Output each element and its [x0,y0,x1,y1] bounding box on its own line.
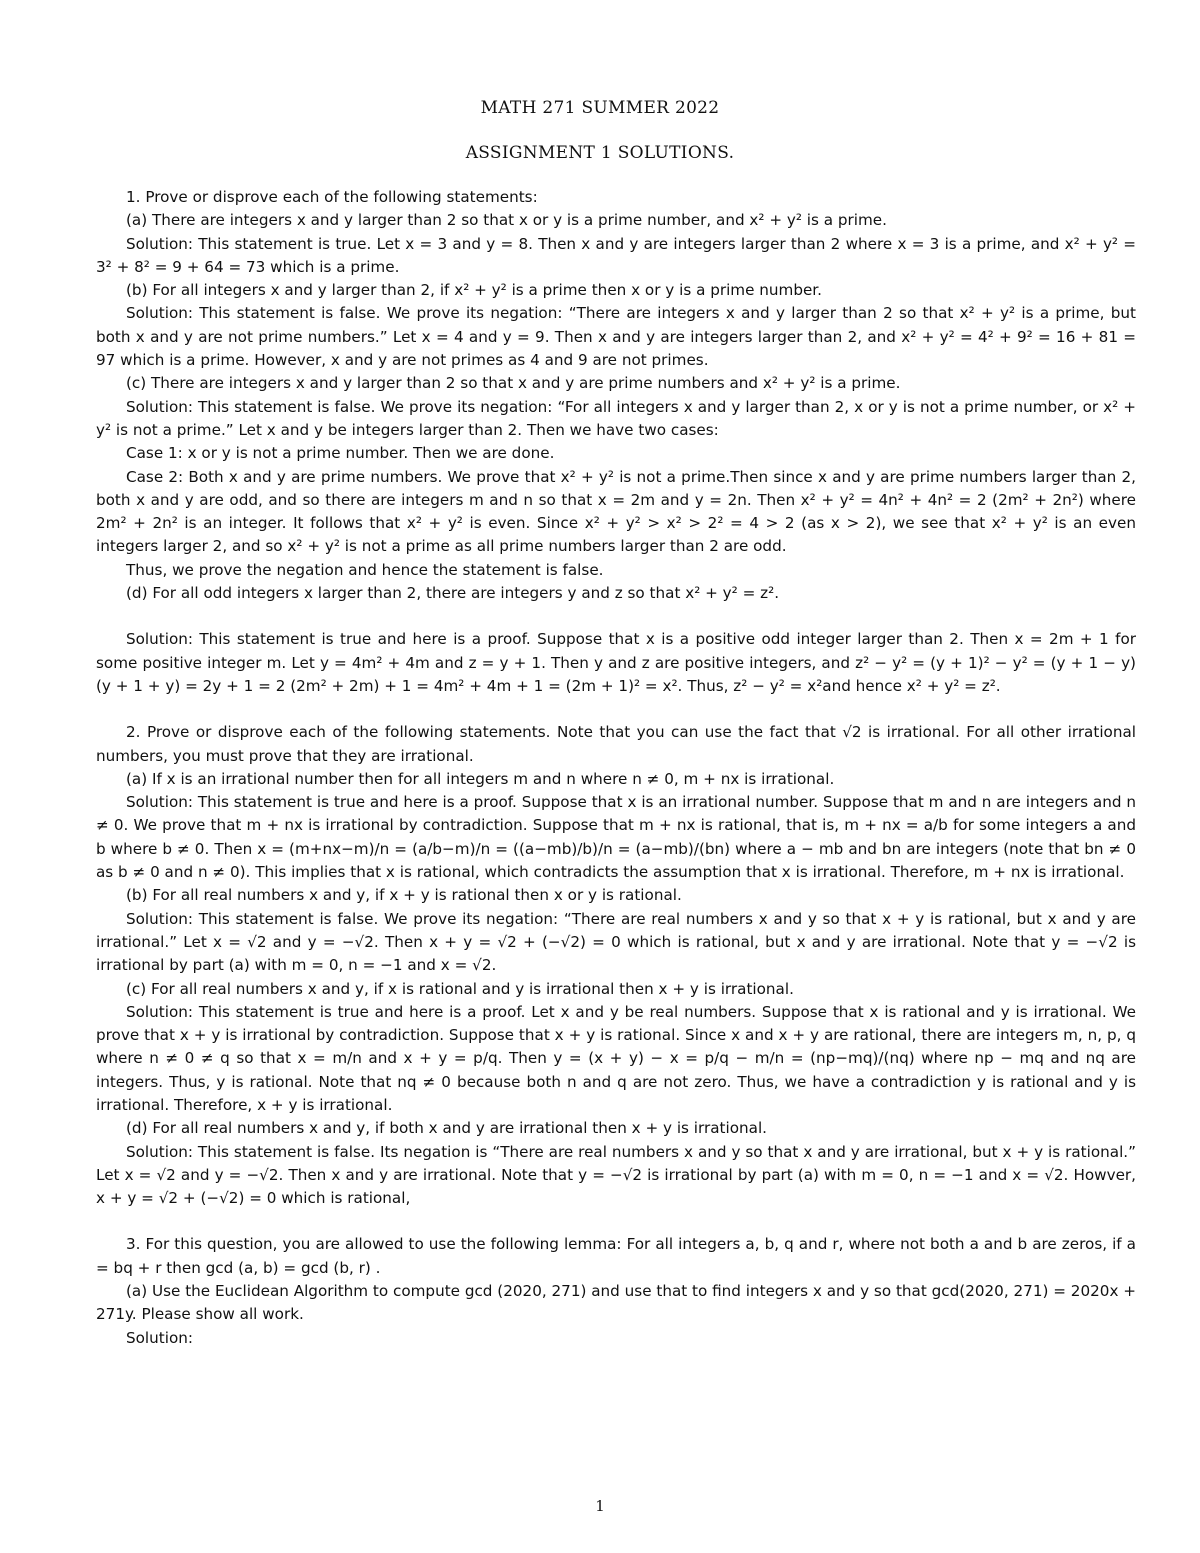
question-1c-case-1: Case 1: x or y is not a prime number. Then we are done. [126,444,555,463]
question-1b-solution: Solution: This statement is false. We prove its negation: “There are integers x and y larger than 2 so that x² + y² is a prime, but both x and y are not prime numbers.” Let x = 4 and y = 9. Then x and y are integers larger than 2, and x² + y² = 4² + 9² = 16 + 81 = 97 which is a prime. However, x and y are not primes as 4 and 9 are not primes. [96,304,1136,370]
question-1d-solution: Solution: This statement is true and here is a proof. Suppose that x is a positive odd integer larger than 2. Then x = 2m + 1 for some positive integer m. Let y = 4m² + 4m and z = y + 1. Then y and z are positive integers, and z² − y² = (y + 1)² − y² = (y + 1 − y) (y + 1 + y) = 2y + 1 = 2 (2m² + 2m) + 1 = 4m² + 4m + 1 = (2m + 1)² = x². Thus, z² − y² = x²and hence x² + y² = z². [96,630,1136,695]
question-2b-solution: Solution: This statement is false. We prove its negation: “There are real numbers x and y so that x + y is rational, but x and y are irrational.” Let x = √2 and y = −√2. Then x + y = √2 + (−√2) = 0 which is rational, but x and y are irrational. Note that y = −√2 is irrational by part (a) with m = 0, n = −1 and x = √2. [96,909,1136,975]
question-1c-statement: (c) There are integers x and y larger than 2 so that x and y are prime numbers and x² + y² is a prime. [126,374,901,393]
question-1c-solution: Solution: This statement is false. We prove its negation: “For all integers x and y larger than 2, x or y is not a prime number, or x² + y² is not a prime.” Let x and y be integers larger than 2. Then we have two cases: [96,397,1136,439]
question-2c-solution: Solution: This statement is true and here is a proof. Let x and y be real numbers. Suppose that x is rational and y is irrational. We prove that x + y is irrational by contradiction. Suppose that x + y is rational. Since x and x + y are rational, there are integers m, n, p, q where n ≠ 0 ≠ q so that x = m/n and x + y = p/q. Then y = (x + y) − x = p/q − m/n = (np−mq)/(nq) where np − mq and nq are integers. Thus, y is rational. Note that nq ≠ 0 because both n and q are not zero. Thus, we have a contradiction y is rational and y is irrational. Therefore, x + y is irrational. [96,1002,1136,1114]
document-subtitle: ASSIGNMENT 1 SOLUTIONS. [465,143,735,163]
question-3-intro: 3. For this question, you are allowed to use the following lemma: For all integers a, b, q and r, where not both a and b are zeros, if a = bq + r then gcd (a, b) = gcd (b, r) . [96,1235,1136,1277]
document-title: MATH 271 SUMMER 2022 [480,98,720,118]
question-2-intro: 2. Prove or disprove each of the following statements. Note that you can use the fact that √2 is irrational. For all other irrational numbers, you must prove that they are irrational. [96,723,1136,765]
question-3a-statement: (a) Use the Euclidean Algorithm to compute gcd (2020, 271) and use that to find integers x and y so that gcd(2020, 271) = 2020x + 271y. Please show all work. [96,1282,1136,1324]
question-1c-conclusion: Thus, we prove the negation and hence the statement is false. [126,560,604,579]
question-2c-statement: (c) For all real numbers x and y, if x is rational and y is irrational then x + y is irrational. [126,979,794,998]
page-number: 1 [595,1497,605,1515]
question-2a-statement: (a) If x is an irrational number then for all integers m and n where n ≠ 0, m + nx is irrational. [126,769,835,788]
question-3a-solution-label: Solution: [126,1328,193,1347]
question-2a-solution: Solution: This statement is true and here is a proof. Suppose that x is an irrational number. Suppose that m and n are integers and n ≠ 0. We prove that m + nx is irrational by contradiction. Suppose that m + nx is rational, that is, m + nx = a/b for some integers a and b where b ≠ 0. Then x = (m+nx−m)/n = (a/b−m)/n = ((a−mb)/b)/n = (a−mb)/(bn) where a − mb and bn are integers (note that bn ≠ 0 as b ≠ 0 and n ≠ 0). This implies that x is rational, which contradicts the assumption that x is irrational. Therefore, m + nx is irrational. [96,793,1136,882]
question-1a-statement: (a) There are integers x and y larger than 2 so that x or y is a prime number, and x² + y² is a prime. [126,211,887,230]
question-1-intro: 1. Prove or disprove each of the following statements: [126,188,538,206]
question-1c-case-2: Case 2: Both x and y are prime numbers. We prove that x² + y² is not a prime.Then since x and y are prime numbers larger than 2, both x and y are odd, and so there are integers m and n so that x = 2m and y = 2n. Then x² + y² = 4n² + 4n² = 2 (2m² + 2n²) where 2m² + 2n² is an integer. It follows that x² + y² is even. Since x² + y² > x² > 2² = 4 > 2 (as x > 2), we see that x² + y² is an even integers larger 2, and so x² + y² is not a prime as all prime numbers larger than 2 are odd. [96,467,1136,556]
question-2d-solution: Solution: This statement is false. Its negation is “There are real numbers x and y so that x and y are irrational, but x + y is rational.” Let x = √2 and y = −√2. Then x and y are irrational. Note that y = −√2 is irrational by part (a) with m = 0, n = −1 and x = √2. Howver, x + y = √2 + (−√2) = 0 which is rational, [96,1142,1136,1208]
question-1d-statement: (d) For all odd integers x larger than 2, there are integers y and z so that x² + y² = z². [126,584,780,603]
question-2b-statement: (b) For all real numbers x and y, if x + y is rational then x or y is rational. [126,886,682,905]
document-body [96,186,1136,1350]
question-1b-statement: (b) For all integers x and y larger than 2, if x² + y² is a prime then x or y is a prime number. [126,281,822,300]
question-1a-solution: Solution: This statement is true. Let x = 3 and y = 8. Then x and y are integers larger than 2 where x = 3 is a prime, and x² + y² = 3² + 8² = 9 + 64 = 73 which is a prime. [96,234,1136,276]
question-2d-statement: (d) For all real numbers x and y, if both x and y are irrational then x + y is irrational. [126,1119,767,1138]
